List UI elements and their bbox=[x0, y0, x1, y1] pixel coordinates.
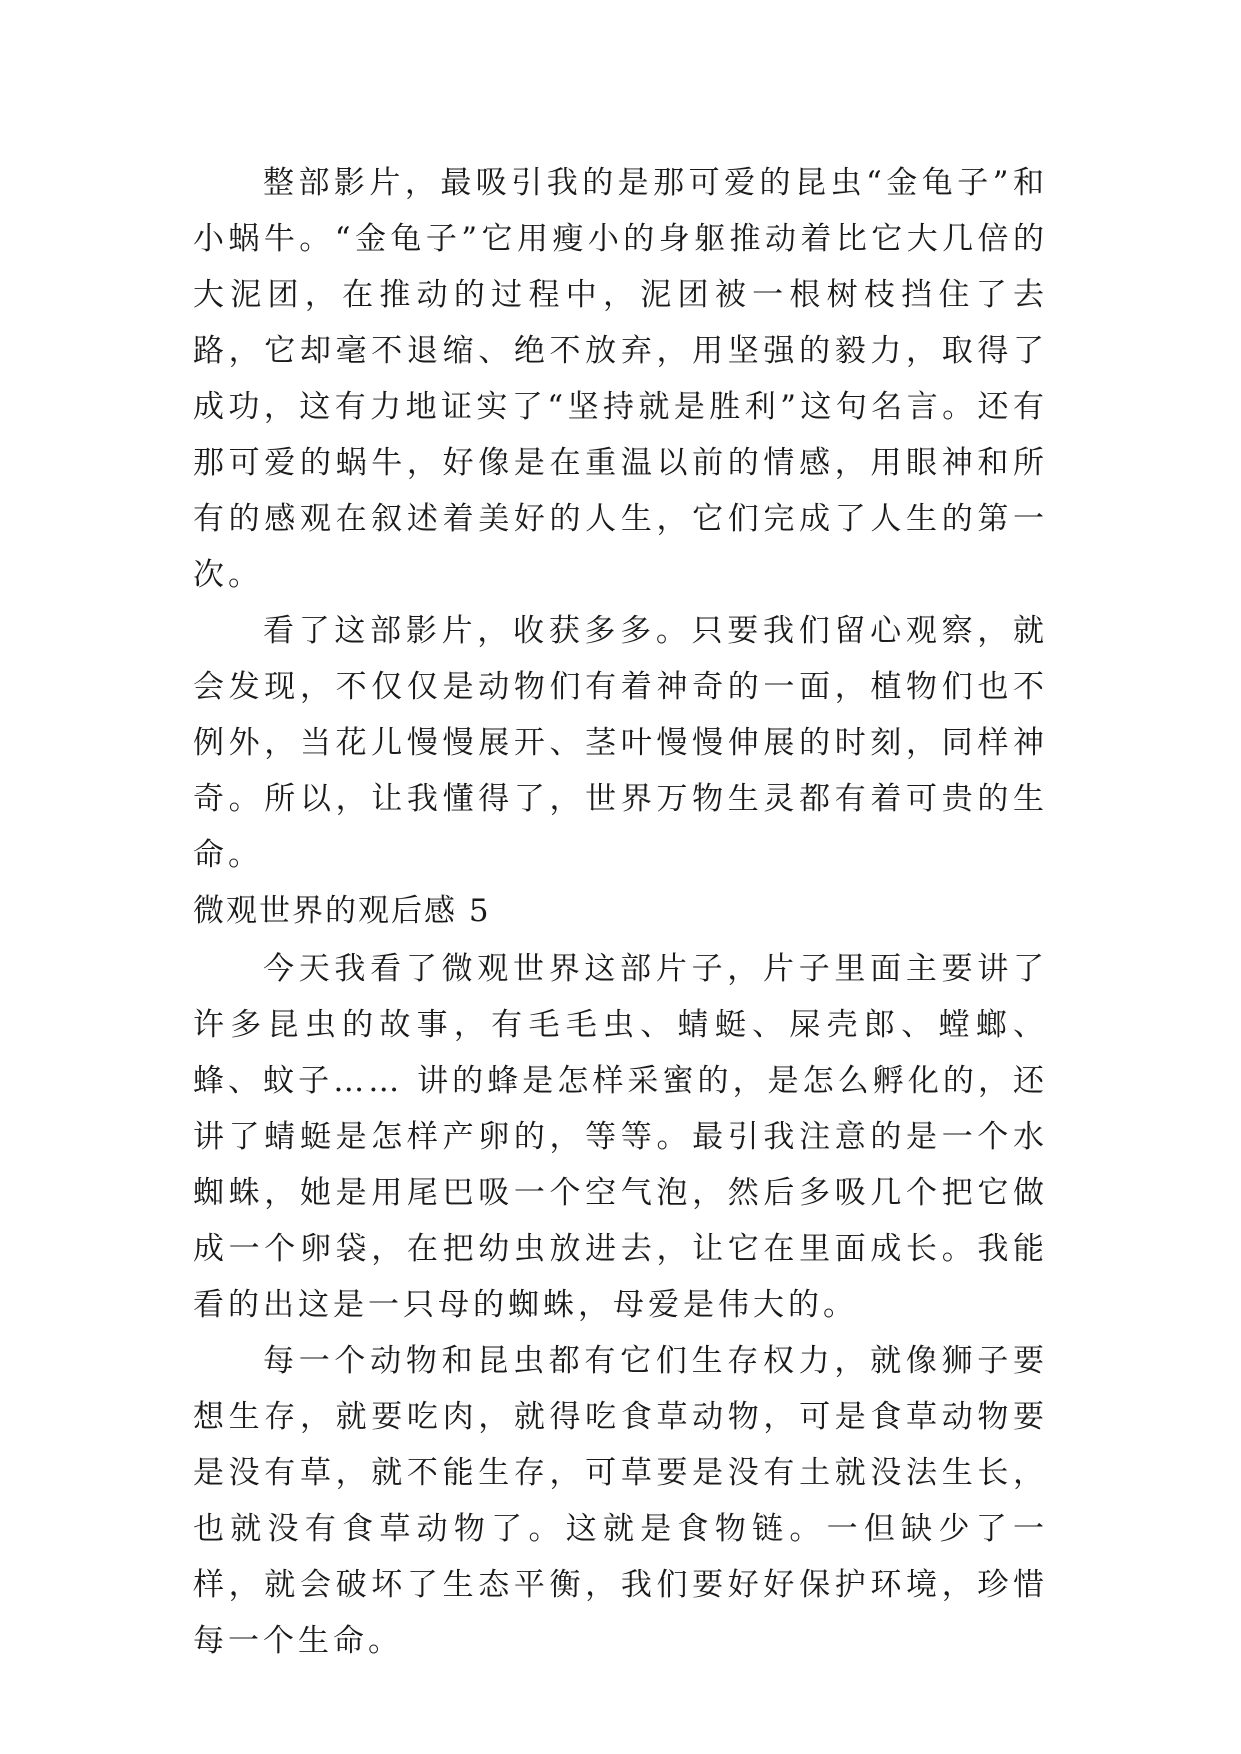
paragraph-golden-beetle: 整部影片，最吸引我的是那可爱的昆虫“金龟子”和小蜗牛。“金龟子”它用瘦小的身躯推动着比它大几倍的大泥团，在推动的过程中，泥团被一根树枝挡住了去路，它却毫不退缩、绝不放弃，用坚强的毅力，取得了成功，这有力地证实了“坚持就是胜利”这句名言。还有那可爱的蜗牛，好像是在重温以前的情感，用眼神和所有的感观在叙述着美好的人生，它们完成了人生的第一次。 bbox=[193, 165, 1048, 593]
paragraph-food-chain: 每一个动物和昆虫都有它们生存权力，就像狮子要想生存，就要吃肉，就得吃食草动物，可是食草动物要是没有草，就不能生存，可草要是没有土就没法生长，也就没有食草动物了。这就是食物链。一但缺少了一样，就会破坏了生态平衡，我们要好好保护环境，珍惜每一个生命。 bbox=[193, 1343, 1048, 1659]
document-body bbox=[193, 155, 1048, 1669]
section-heading: 微观世界的观后感 5 bbox=[193, 893, 491, 929]
paragraph-water-spider: 今天我看了微观世界这部片子，片子里面主要讲了许多昆虫的故事，有毛毛虫、蜻蜓、屎壳郎、螳螂、蜂、蚊子…… 讲的蜂是怎样采蜜的，是怎么孵化的，还讲了蜻蜓是怎样产卵的，等等。最引我注意的是一个水蜘蛛，她是用尾巴吸一个空气泡，然后多吸几个把它做成一个卵袋，在把幼虫放进去，让它在里面成长。我能看的出这是一只母的蜘蛛，母爱是伟大的。 bbox=[193, 951, 1048, 1323]
paragraph-harvest: 看了这部影片，收获多多。只要我们留心观察，就会发现，不仅仅是动物们有着神奇的一面，植物们也不例外，当花儿慢慢展开、茎叶慢慢伸展的时刻，同样神奇。所以，让我懂得了，世界万物生灵都有着可贵的生命。 bbox=[193, 613, 1048, 873]
